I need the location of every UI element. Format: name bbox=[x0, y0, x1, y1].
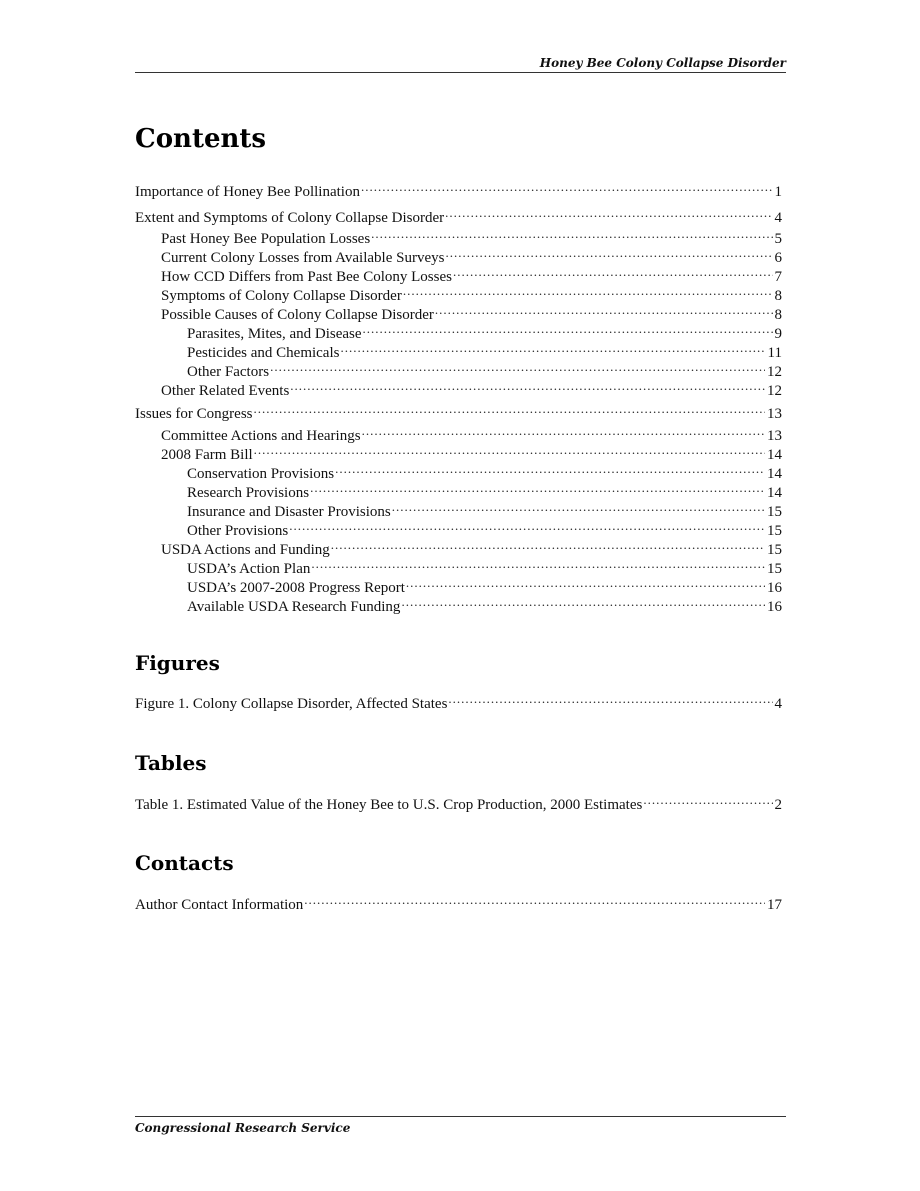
tables-heading: Tables bbox=[135, 751, 207, 775]
dot-leader bbox=[289, 516, 765, 535]
dot-leader bbox=[335, 459, 765, 478]
toc-entry-page: 15 bbox=[767, 561, 782, 577]
toc-entry[interactable] bbox=[187, 516, 782, 539]
dot-leader bbox=[340, 338, 765, 357]
contacts-heading: Contacts bbox=[135, 851, 234, 875]
toc-entry-page: 11 bbox=[767, 345, 782, 361]
toc-entry[interactable] bbox=[161, 243, 782, 266]
toc-entry-label: Importance of Honey Bee Pollination bbox=[135, 184, 360, 200]
toc-entry-label: Parasites, Mites, and Disease bbox=[187, 326, 362, 342]
dot-leader bbox=[254, 399, 766, 418]
figures-heading: Figures bbox=[135, 651, 220, 675]
toc-entry-page: 14 bbox=[767, 447, 782, 463]
dot-leader bbox=[435, 300, 773, 319]
dot-leader bbox=[448, 689, 772, 708]
footer-rule bbox=[135, 1116, 786, 1117]
table-entry-page: 2 bbox=[774, 797, 782, 813]
toc-entry-label: Other Provisions bbox=[187, 523, 289, 539]
toc-entry-label: Insurance and Disaster Provisions bbox=[187, 504, 391, 520]
running-footer-publisher: Congressional Research Service bbox=[135, 1121, 351, 1135]
toc-entry-page: 7 bbox=[774, 269, 782, 285]
toc-entry[interactable] bbox=[161, 376, 782, 399]
toc-entry-label: Symptoms of Colony Collapse Disorder bbox=[161, 288, 402, 304]
contents-heading: Contents bbox=[135, 124, 267, 154]
toc-entry-page: 8 bbox=[774, 307, 782, 323]
dot-leader bbox=[406, 573, 765, 592]
toc-entry-page: 15 bbox=[767, 504, 782, 520]
toc-entry-label: Committee Actions and Hearings bbox=[161, 428, 361, 444]
dot-leader bbox=[331, 535, 765, 554]
dot-leader bbox=[304, 890, 765, 909]
toc-entry-label: Extent and Symptoms of Colony Collapse Disorder bbox=[135, 210, 445, 226]
toc-entry-label: Available USDA Research Funding bbox=[187, 599, 401, 615]
contact-entry-label: Author Contact Information bbox=[135, 897, 304, 913]
toc-entry-page: 16 bbox=[767, 580, 782, 596]
toc-entry-page: 14 bbox=[767, 485, 782, 501]
toc-entry[interactable] bbox=[135, 399, 782, 422]
dot-leader bbox=[310, 478, 765, 497]
toc-entry[interactable] bbox=[187, 459, 782, 482]
toc-entry-page: 15 bbox=[767, 542, 782, 558]
figure-entry[interactable] bbox=[135, 689, 782, 712]
dot-leader bbox=[254, 440, 765, 459]
toc-entry[interactable] bbox=[187, 319, 782, 342]
toc-entry[interactable] bbox=[161, 281, 782, 304]
dot-leader bbox=[362, 421, 765, 440]
header-rule bbox=[135, 72, 786, 73]
toc-entry-page: 16 bbox=[767, 599, 782, 615]
toc-entry-page: 15 bbox=[767, 523, 782, 539]
figure-entry-page: 4 bbox=[774, 696, 782, 712]
toc-entry-label: Pesticides and Chemicals bbox=[187, 345, 340, 361]
toc-entry-page: 5 bbox=[774, 231, 782, 247]
dot-leader bbox=[270, 357, 765, 376]
toc-entry[interactable] bbox=[161, 224, 782, 247]
toc-entry-page: 6 bbox=[774, 250, 782, 266]
toc-entry[interactable] bbox=[135, 177, 782, 200]
table-entry-label: Table 1. Estimated Value of the Honey Bee to U.S. Crop Production, 2000 Estimates bbox=[135, 797, 643, 813]
toc-entry-label: Research Provisions bbox=[187, 485, 310, 501]
toc-entry-page: 13 bbox=[767, 428, 782, 444]
toc-entry-label: Possible Causes of Colony Collapse Disorder bbox=[161, 307, 434, 323]
toc-entry[interactable] bbox=[187, 497, 782, 520]
toc-entry-label: Current Colony Losses from Available Surveys bbox=[161, 250, 445, 266]
toc-entry[interactable] bbox=[135, 203, 782, 226]
toc-entry-label: Issues for Congress bbox=[135, 406, 253, 422]
toc-entry-page: 8 bbox=[774, 288, 782, 304]
toc-entry[interactable] bbox=[187, 338, 782, 361]
toc-entry[interactable] bbox=[161, 535, 782, 558]
toc-entry[interactable] bbox=[187, 592, 782, 615]
contact-entry[interactable] bbox=[135, 890, 782, 913]
toc-entry-label: USDA’s 2007-2008 Progress Report bbox=[187, 580, 405, 596]
toc-entry-label: Past Honey Bee Population Losses bbox=[161, 231, 371, 247]
dot-leader bbox=[403, 281, 773, 300]
toc-entry-label: 2008 Farm Bill bbox=[161, 447, 253, 463]
toc-entry[interactable] bbox=[161, 300, 782, 323]
contact-entry-page: 17 bbox=[767, 897, 782, 913]
toc-entry-page: 4 bbox=[774, 210, 782, 226]
dot-leader bbox=[445, 203, 772, 222]
toc-entry-page: 9 bbox=[774, 326, 782, 342]
toc-entry-label: USDA’s Action Plan bbox=[187, 561, 311, 577]
toc-entry[interactable] bbox=[187, 573, 782, 596]
toc-entry[interactable] bbox=[161, 262, 782, 285]
toc-entry-page: 14 bbox=[767, 466, 782, 482]
toc-entry[interactable] bbox=[161, 421, 782, 444]
toc-entry[interactable] bbox=[187, 478, 782, 501]
toc-entry-page: 12 bbox=[767, 383, 782, 399]
dot-leader bbox=[453, 262, 773, 281]
toc-entry-label: Other Related Events bbox=[161, 383, 290, 399]
dot-leader bbox=[445, 243, 772, 262]
dot-leader bbox=[361, 177, 773, 196]
toc-entry-page: 1 bbox=[774, 184, 782, 200]
toc-entry-label: Other Factors bbox=[187, 364, 270, 380]
toc-entry[interactable] bbox=[161, 440, 782, 463]
toc-entry[interactable] bbox=[187, 357, 782, 380]
dot-leader bbox=[392, 497, 765, 516]
toc-entry-label: USDA Actions and Funding bbox=[161, 542, 330, 558]
toc-entry-label: Conservation Provisions bbox=[187, 466, 335, 482]
dot-leader bbox=[401, 592, 765, 611]
dot-leader bbox=[311, 554, 765, 573]
dot-leader bbox=[643, 790, 772, 809]
toc-entry-label: How CCD Differs from Past Bee Colony Losses bbox=[161, 269, 452, 285]
dot-leader bbox=[290, 376, 765, 395]
dot-leader bbox=[371, 224, 772, 243]
running-header-title: Honey Bee Colony Collapse Disorder bbox=[539, 56, 786, 70]
toc-entry[interactable] bbox=[187, 554, 782, 577]
dot-leader bbox=[363, 319, 773, 338]
figure-entry-label: Figure 1. Colony Collapse Disorder, Affected States bbox=[135, 696, 448, 712]
toc-entry-page: 13 bbox=[767, 406, 782, 422]
toc-entry-page: 12 bbox=[767, 364, 782, 380]
table-entry[interactable] bbox=[135, 790, 782, 813]
